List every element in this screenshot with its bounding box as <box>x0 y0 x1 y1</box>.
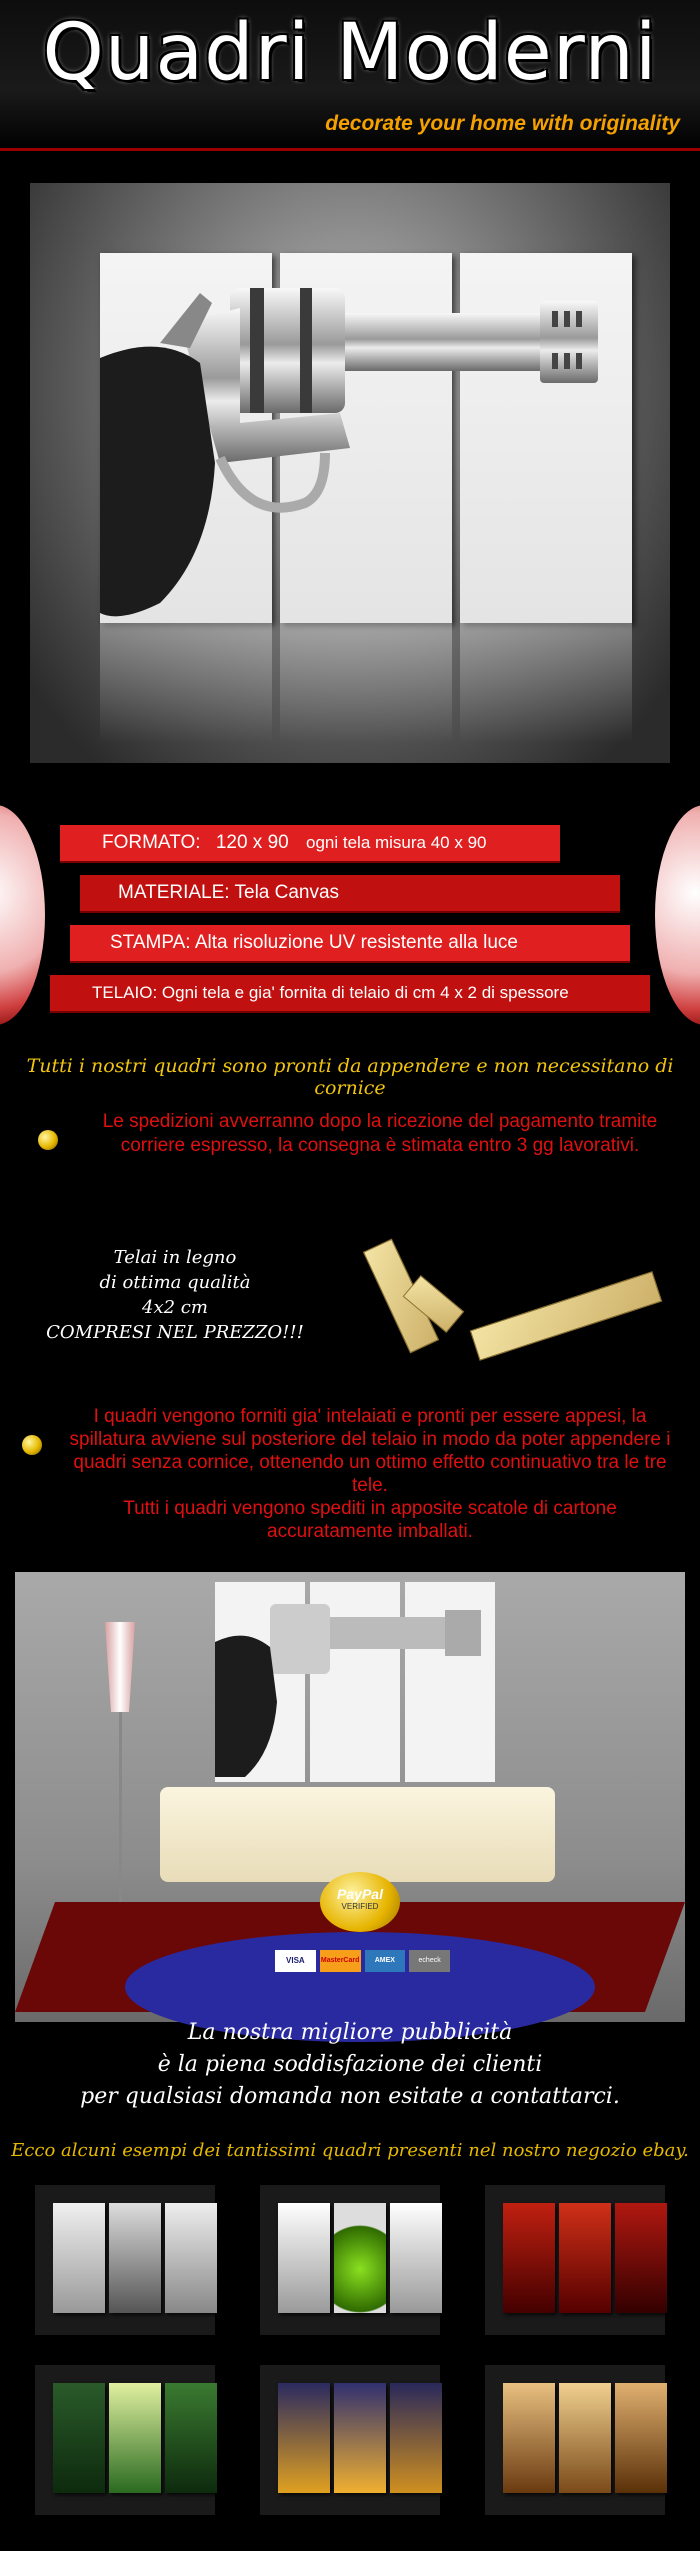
room-mockup-image <box>15 1572 685 2022</box>
sofa <box>160 1787 555 1882</box>
shipping-text: Le spedizioni avverranno dopo la ricezione del pagamento tramite corriere espresso, la consegna è stimata entro 3 gg lavorativi. <box>102 1111 658 1156</box>
example-thumbnail-5[interactable] <box>260 2365 440 2515</box>
example-thumbnail-1[interactable] <box>35 2185 215 2335</box>
revolver-illustration <box>100 253 632 623</box>
example-thumbnail-6[interactable] <box>485 2365 665 2515</box>
decor-sphere-right <box>655 805 700 1025</box>
hero-product-image <box>30 183 670 763</box>
decor-sphere-left <box>0 805 45 1025</box>
slogan-line-3: per qualsiasi domanda non esitate a contattarci. <box>80 2084 620 2109</box>
frames-line-2: di ottima qualità <box>99 1272 251 1293</box>
spec-stampa: STAMPA: Alta risoluzione UV resistente alla luce <box>70 925 630 961</box>
tagline: decorate your home with originality <box>325 112 680 135</box>
visa-card-icon: VISA <box>275 1950 316 1972</box>
spec-formato <box>60 825 560 861</box>
example-thumbnail-2[interactable] <box>260 2185 440 2335</box>
page-title: Quadri Moderni <box>42 8 658 98</box>
mastercard-icon: MasterCard <box>320 1950 361 1972</box>
spec-materiale: MATERIALE: Tela Canvas <box>80 875 620 911</box>
spec-telaio: TELAIO: Ogni tela e gia' fornita di telaio di cm 4 x 2 di spessore <box>50 975 650 1011</box>
paypal-verified-badge <box>320 1872 400 1932</box>
slogan-line-1: La nostra migliore pubblicità <box>187 2020 513 2045</box>
frames-line-1: Telai in legno <box>113 1247 237 1268</box>
wood-frame-piece-2 <box>470 1271 662 1361</box>
lamp-shade <box>105 1622 135 1712</box>
hanging-paragraph-2: Tutti i quadri vengono spediti in apposite scatole di cartone accuratamente imballati. <box>123 1498 617 1542</box>
spec-formato-label: FORMATO: <box>102 832 201 853</box>
frames-line-4: COMPRESI NEL PREZZO!!! <box>46 1322 304 1343</box>
frames-line-3: 4x2 cm <box>142 1297 208 1318</box>
intro-text: Tutti i nostri quadri sono pronti da appendere e non necessitano di cornice <box>26 1055 674 1099</box>
amex-card-icon: AMEX <box>365 1950 406 1972</box>
hanging-info <box>60 1405 680 1543</box>
wall-revolver-illustration <box>215 1582 495 1782</box>
example-thumbnail-4[interactable] <box>35 2365 215 2515</box>
hanging-paragraph-1: I quadri vengono forniti gia' intelaiati e pronti per essere appesi, la spillatura avviene sul posteriore del telaio in modo da poter appendere i quadri senza cornice, ottenendo un ottimo effetto continuativo tra le tre tele. <box>69 1406 671 1496</box>
bullet-icon <box>38 1130 58 1150</box>
verified-label: VERIFIED <box>341 1902 379 1911</box>
spec-formato-value: 120 x 90 <box>215 832 289 853</box>
card-logos <box>275 1950 450 1972</box>
example-thumbnail-3[interactable] <box>485 2185 665 2335</box>
bullet-icon <box>22 1435 42 1455</box>
header-divider <box>0 148 700 151</box>
frames-info <box>40 1245 310 1345</box>
spec-formato-note: ogni tela misura 40 x 90 <box>306 833 487 852</box>
echeck-icon: echeck <box>409 1950 450 1972</box>
examples-heading: Ecco alcuni esempi dei tantissimi quadri presenti nel nostro negozio ebay. <box>11 2140 689 2161</box>
slogan-line-2: è la piena soddisfazione dei clienti <box>157 2052 543 2077</box>
paypal-label: PayPal <box>337 1886 383 1902</box>
